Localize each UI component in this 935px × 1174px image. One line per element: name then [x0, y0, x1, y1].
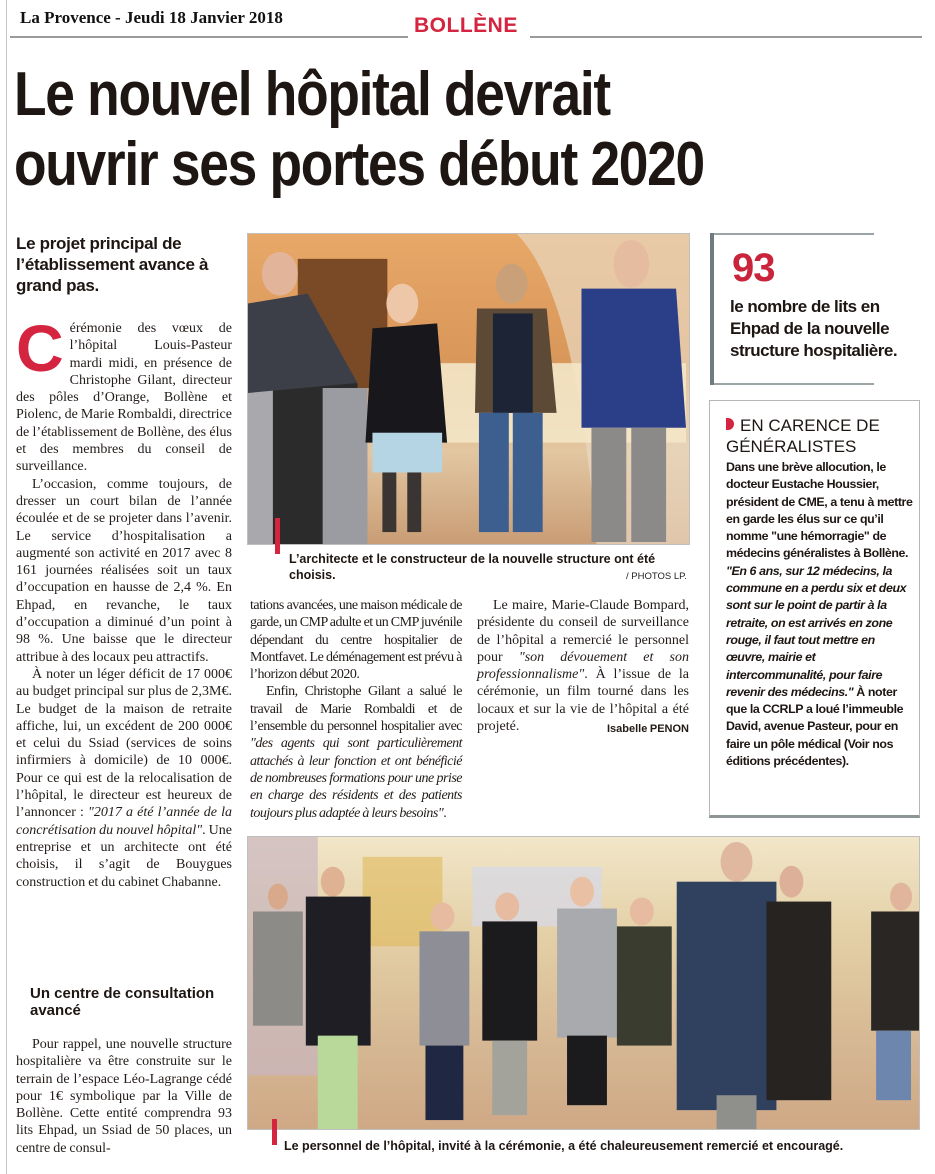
article-column-1-bottom [16, 1036, 232, 1157]
key-figure-text: le nombre de lits en Ehpad de la nouvelle structure hospitalière. [730, 297, 898, 360]
article-paragraph [16, 666, 232, 891]
quote: "des agents qui sont particulièrement attachés à leur fonction et ont bénéficié de nombreuses formations pour une prise en charge des résidents et des patients toujours plus adaptée à leurs besoins" [250, 736, 462, 821]
photo-ceremony-speakers [247, 233, 690, 545]
page-left-rule [6, 0, 7, 1174]
rubric-rule-right [530, 36, 922, 38]
drop-cap: C [16, 311, 64, 385]
subheading: Un centre de consultation avancé [30, 985, 215, 1019]
key-figure-box [710, 233, 922, 385]
lede: Le projet principal de l’établissement avance à grand pas. [16, 234, 209, 295]
sidebar-body [726, 459, 914, 770]
sidebar-text: Dans une brève allocution, le docteur Eustache Houssier, président de CME, a tenu à mettre en garde les élus sur ce qu’il nomme "une hémorragie" de médecins généralistes à Bollène. [726, 460, 913, 561]
rubric-rule-left [10, 36, 408, 38]
headline-line-2: ouvrir ses portes début 2020 [14, 130, 704, 199]
sidebar-heading [726, 415, 916, 457]
bullet-icon [726, 418, 734, 430]
factbox-rule-top [714, 233, 874, 235]
quote: "son dévouement et son professionnalisme" [477, 649, 689, 683]
caption-marker [275, 518, 280, 554]
paragraph-text: Enfin, Christophe Gilant a salué le travail de Marie Rombaldi et de l’ensemble du personnel hospitalier avec [250, 684, 462, 735]
sidebar-heading-text: EN CARENCE DE GÉNÉRALISTES [726, 416, 880, 456]
caption-marker [272, 1119, 277, 1145]
article-column-1 [16, 311, 233, 891]
article-column-3 [477, 597, 689, 738]
sidebar-box [709, 400, 920, 818]
author-byline: Isabelle PENON [606, 723, 689, 736]
paragraph-text: À noter un léger déficit de 17 000€ au budget principal sur plus de 2,3M€. Le budget de la maison de retraite affiche, lui, un excédent de 200 000€ et celui du Ssiad (services de soins infirmiers à domicile) de 10 000€. Pour ce qui est de la relocalisation de l’hôpital, le directeur est heureux de l’annoncer : [16, 666, 232, 821]
quote: "2017 a été l’année de la concrétisation du nouvel hôpital" [16, 805, 233, 838]
key-figure-number: 93 [732, 246, 775, 290]
factbox-rule [710, 233, 714, 385]
section-rubric: BOLLÈNE [414, 14, 518, 37]
paragraph-text: érémonie des vœux de l’hôpital Louis-Pasteur mardi midi, en présence de Christophe Gilant, directeur des pôles d’Orange, Bollène et Piolenc, de Marie Rombaldi, directrice de l’établissement de Bollène, des élus et des membres du conseil de surveillance. [16, 321, 232, 475]
article-paragraph: tations avancées, une maison médicale de garde, un CMP adulte et un CMP juvénile dépendant du centre hospitalier de Montfavet. Le déménagement est prévu à l’horizon début 2020. [250, 598, 462, 683]
article-paragraph [250, 683, 462, 821]
sidebar-quote: "En 6 ans, sur 12 médecins, la commune en a perdu six et deux sont sur le point de partir à la retraite, on est arrivés en zone rouge, il faut tout mettre en œuvre, mairie et intercommunalité, pour faire revenir des médecins." [726, 563, 907, 699]
headline [14, 60, 900, 200]
photo-credit: / PHOTOS LP. [626, 571, 687, 582]
sidebar-text: À noter que la CCRLP a loué l’immeuble David, avenue Pasteur, pour en faire un pôle médical (Voir nos éditions précédentes). [726, 684, 904, 769]
paragraph-text: Le maire, Marie-Claude Bompard, présidente du conseil de surveillance de l’hôpital a remercié le personnel pour [477, 598, 689, 665]
article-column-2 [250, 597, 462, 822]
factbox-rule-bottom [714, 383, 874, 385]
article-paragraph [477, 597, 689, 735]
photo1-caption: L’architecte et le constructeur de la nouvelle structure ont été choisis. [289, 552, 656, 582]
article-paragraph: L’occasion, comme toujours, de dresser un court bilan de l’année écoulée et de se projeter dans l’avenir. Le service d’hospitalisation a augmenté son activité en 2017 avec 8 161 journées réalisées soit un taux d’occupation en hausse de 2,4 %. En Ehpad, en revanche, le taux d’occupation a diminué d’un point à 98 %. Une baisse que le directeur attribue à des locaux peu attractifs. [16, 476, 232, 665]
paragraph-text: . [443, 805, 447, 821]
article-paragraph: Pour rappel, une nouvelle structure hospitalière va être construite sur le terrain de l’espace Léo-Lagrange cédé pour 1€ symbolique par la Ville de Bollène. Cette entité comprendra 93 lits Ehpad, un Ssiad de 50 places, un centre de consul- [16, 1037, 232, 1156]
paragraph-text: . Une entreprise et un architecte ont été choisis, il s’agit de Bouygues construction et du cabinet Chabanne. [16, 822, 232, 890]
paragraph-text: . À l’issue de la cérémonie, un film tourné dans les locaux et sur la vie de l’hôpital a été projeté. [477, 667, 689, 735]
headline-line-1: Le nouvel hôpital devrait [14, 60, 610, 129]
masthead: La Provence - Jeudi 18 Janvier 2018 [20, 8, 283, 27]
article-paragraph [16, 311, 232, 476]
photo-staff-illustration [248, 837, 919, 1129]
photo2-caption: Le personnel de l’hôpital, invité à la cérémonie, a été chaleureusement remercié et encouragé. [284, 1139, 844, 1153]
photo-speakers-illustration [248, 234, 689, 544]
photo-hospital-staff [247, 836, 920, 1130]
